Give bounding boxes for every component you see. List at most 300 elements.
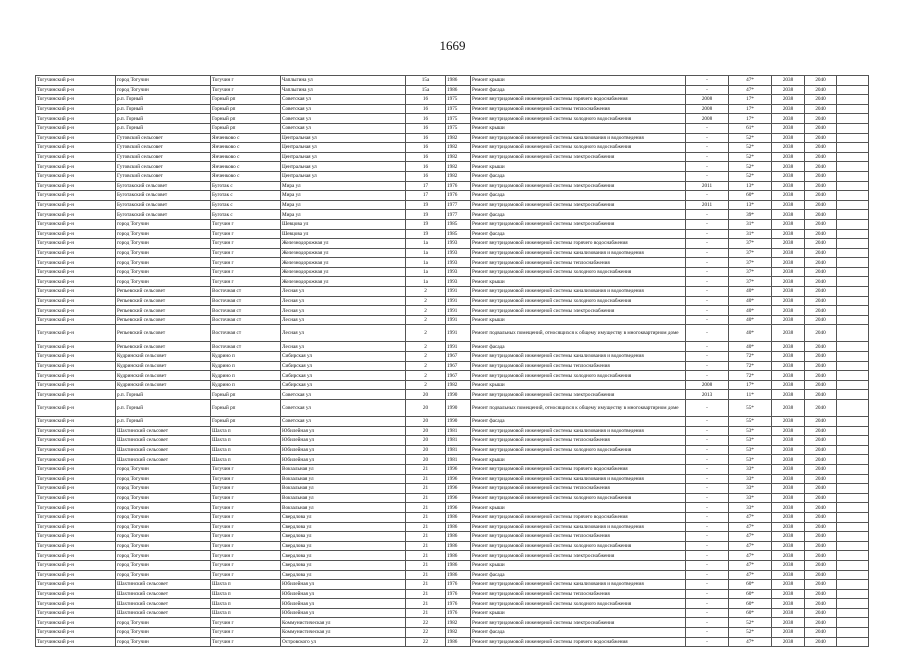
municipality-cell: р.п. Горный — [116, 400, 211, 417]
street-cell: Юбилейная ул — [281, 426, 406, 436]
table-row — [36, 342, 869, 352]
street-cell: Вокзальная ул — [281, 484, 406, 494]
blank-cell — [837, 400, 869, 417]
settlement-cell: Тогучин г — [211, 512, 281, 522]
plan-start-year-cell: 2038 — [772, 171, 805, 181]
street-cell: Сибирская ул — [281, 361, 406, 371]
plan-end-year-cell: 2040 — [805, 589, 837, 599]
street-cell: Свердлова ул — [281, 512, 406, 522]
last-repair-year-cell: - — [686, 371, 729, 381]
plan-start-year-cell: 2038 — [772, 296, 805, 306]
plan-end-year-cell: 2040 — [805, 315, 837, 325]
plan-end-year-cell: 2040 — [805, 628, 837, 638]
settlement-cell: Тогучин г — [211, 532, 281, 542]
settlement-cell: Шахта п — [211, 436, 281, 446]
district-cell: Тогучинский р-н — [36, 219, 116, 229]
settlement-cell: Буготак с — [211, 181, 281, 191]
plan-end-year-cell: 2040 — [805, 133, 837, 143]
table-row — [36, 277, 869, 287]
house-number-cell: 2 — [406, 342, 446, 352]
municipality-cell: Буготакский сельсовет — [116, 181, 211, 191]
wear-percent-cell: 61* — [729, 123, 772, 133]
plan-start-year-cell: 2038 — [772, 306, 805, 316]
year-built-cell: 1981 — [446, 445, 471, 455]
last-repair-year-cell: - — [686, 287, 729, 297]
work-type-cell: Ремонт внутридомовой инженерной системы электроснабжения — [471, 152, 686, 162]
work-type-cell: Ремонт внутридомовой инженерной системы канализования и водоотведения — [471, 287, 686, 297]
wear-percent-cell: 60* — [729, 191, 772, 201]
work-type-cell: Ремонт внутридомовой инженерной системы холодного водоснабжения — [471, 267, 686, 277]
district-cell: Тогучинский р-н — [36, 512, 116, 522]
plan-end-year-cell: 2040 — [805, 352, 837, 362]
year-built-cell: 1975 — [446, 123, 471, 133]
municipality-cell: Шахтинский сельсовет — [116, 436, 211, 446]
table-row — [36, 248, 869, 258]
street-cell: Вокзальная ул — [281, 493, 406, 503]
district-cell: Тогучинский р-н — [36, 306, 116, 316]
year-built-cell: 1986 — [446, 551, 471, 561]
municipality-cell: Буготакский сельсовет — [116, 200, 211, 210]
work-type-cell: Ремонт внутридомовой инженерной системы канализования и водоотведения — [471, 133, 686, 143]
last-repair-year-cell: - — [686, 210, 729, 220]
last-repair-year-cell: - — [686, 239, 729, 249]
house-number-cell: 16 — [406, 123, 446, 133]
district-cell: Тогучинский р-н — [36, 455, 116, 465]
plan-end-year-cell: 2040 — [805, 380, 837, 390]
table-row — [36, 532, 869, 542]
last-repair-year-cell: - — [686, 618, 729, 628]
year-built-cell: 1982 — [446, 618, 471, 628]
blank-cell — [837, 114, 869, 124]
work-type-cell: Ремонт фасада — [471, 570, 686, 580]
street-cell: Центральная ул — [281, 143, 406, 153]
table-row — [36, 637, 869, 647]
municipality-cell: Кудринский сельсовет — [116, 352, 211, 362]
municipality-cell: р.п. Горный — [116, 95, 211, 105]
plan-start-year-cell: 2038 — [772, 152, 805, 162]
district-cell: Тогучинский р-н — [36, 436, 116, 446]
plan-start-year-cell: 2038 — [772, 618, 805, 628]
street-cell: Центральная ул — [281, 171, 406, 181]
year-built-cell: 1975 — [446, 114, 471, 124]
work-type-cell: Ремонт фасада — [471, 210, 686, 220]
last-repair-year-cell: - — [686, 219, 729, 229]
settlement-cell: Кудрино п — [211, 380, 281, 390]
last-repair-year-cell: - — [686, 191, 729, 201]
plan-start-year-cell: 2038 — [772, 143, 805, 153]
district-cell: Тогучинский р-н — [36, 104, 116, 114]
street-cell: Шевцова ул — [281, 219, 406, 229]
wear-percent-cell: 11* — [729, 390, 772, 400]
work-type-cell: Ремонт крыши — [471, 608, 686, 618]
district-cell: Тогучинский р-н — [36, 541, 116, 551]
year-built-cell: 1982 — [446, 628, 471, 638]
settlement-cell: Тогучин г — [211, 258, 281, 268]
municipality-cell: Гутовский сельсовет — [116, 171, 211, 181]
table-row — [36, 315, 869, 325]
wear-percent-cell: 40* — [729, 296, 772, 306]
last-repair-year-cell: - — [686, 464, 729, 474]
street-cell: Юбилейная ул — [281, 436, 406, 446]
plan-start-year-cell: 2038 — [772, 239, 805, 249]
year-built-cell: 1996 — [446, 493, 471, 503]
municipality-cell: город Тогучин — [116, 618, 211, 628]
blank-cell — [837, 210, 869, 220]
plan-end-year-cell: 2040 — [805, 200, 837, 210]
plan-start-year-cell: 2038 — [772, 512, 805, 522]
table-row — [36, 445, 869, 455]
wear-percent-cell: 17* — [729, 380, 772, 390]
blank-cell — [837, 325, 869, 342]
plan-end-year-cell: 2040 — [805, 417, 837, 427]
blank-cell — [837, 181, 869, 191]
street-cell: Лесная ул — [281, 325, 406, 342]
wear-percent-cell: 40* — [729, 325, 772, 342]
district-cell: Тогучинский р-н — [36, 522, 116, 532]
plan-start-year-cell: 2038 — [772, 580, 805, 590]
settlement-cell: Янченково с — [211, 143, 281, 153]
plan-end-year-cell: 2040 — [805, 445, 837, 455]
year-built-cell: 1993 — [446, 258, 471, 268]
house-number-cell: 1а — [406, 248, 446, 258]
blank-cell — [837, 219, 869, 229]
wear-percent-cell: 37* — [729, 248, 772, 258]
plan-start-year-cell: 2038 — [772, 219, 805, 229]
plan-end-year-cell: 2040 — [805, 455, 837, 465]
municipality-cell: город Тогучин — [116, 532, 211, 542]
plan-end-year-cell: 2040 — [805, 522, 837, 532]
street-cell: Советская ул — [281, 95, 406, 105]
street-cell: Железнодорожная ул — [281, 248, 406, 258]
table-row — [36, 400, 869, 417]
settlement-cell: Кудрино п — [211, 361, 281, 371]
plan-start-year-cell: 2038 — [772, 560, 805, 570]
table-row — [36, 306, 869, 316]
house-number-cell: 21 — [406, 532, 446, 542]
blank-cell — [837, 85, 869, 95]
house-number-cell: 21 — [406, 541, 446, 551]
last-repair-year-cell: - — [686, 637, 729, 647]
year-built-cell: 1993 — [446, 267, 471, 277]
street-cell: Лесная ул — [281, 306, 406, 316]
plan-start-year-cell: 2038 — [772, 191, 805, 201]
blank-cell — [837, 589, 869, 599]
municipality-cell: Репьевский сельсовет — [116, 296, 211, 306]
table-row — [36, 380, 869, 390]
work-type-cell: Ремонт фасада — [471, 417, 686, 427]
district-cell: Тогучинский р-н — [36, 152, 116, 162]
plan-end-year-cell: 2040 — [805, 248, 837, 258]
wear-percent-cell: 33* — [729, 493, 772, 503]
district-cell: Тогучинский р-н — [36, 560, 116, 570]
table-row — [36, 436, 869, 446]
district-cell: Тогучинский р-н — [36, 570, 116, 580]
plan-start-year-cell: 2038 — [772, 532, 805, 542]
district-cell: Тогучинский р-н — [36, 191, 116, 201]
street-cell: Островского ул — [281, 637, 406, 647]
house-number-cell: 21 — [406, 589, 446, 599]
plan-end-year-cell: 2040 — [805, 306, 837, 316]
blank-cell — [837, 541, 869, 551]
plan-end-year-cell: 2040 — [805, 219, 837, 229]
table-row — [36, 580, 869, 590]
municipality-cell: город Тогучин — [116, 219, 211, 229]
work-type-cell: Ремонт внутридомовой инженерной системы холодного водоснабжения — [471, 371, 686, 381]
district-cell: Тогучинский р-н — [36, 114, 116, 124]
district-cell: Тогучинский р-н — [36, 551, 116, 561]
blank-cell — [837, 493, 869, 503]
district-cell: Тогучинский р-н — [36, 258, 116, 268]
district-cell: Тогучинский р-н — [36, 210, 116, 220]
year-built-cell: 1977 — [446, 210, 471, 220]
settlement-cell: Восточная ст — [211, 287, 281, 297]
plan-start-year-cell: 2038 — [772, 417, 805, 427]
table-row — [36, 361, 869, 371]
house-number-cell: 21 — [406, 599, 446, 609]
settlement-cell: Восточная ст — [211, 315, 281, 325]
year-built-cell: 1981 — [446, 455, 471, 465]
year-built-cell: 1976 — [446, 589, 471, 599]
wear-percent-cell: 72* — [729, 371, 772, 381]
wear-percent-cell: 60* — [729, 589, 772, 599]
blank-cell — [837, 484, 869, 494]
year-built-cell: 1967 — [446, 361, 471, 371]
street-cell: Коммунистическая ул — [281, 628, 406, 638]
plan-end-year-cell: 2040 — [805, 258, 837, 268]
table-row — [36, 267, 869, 277]
blank-cell — [837, 287, 869, 297]
blank-cell — [837, 417, 869, 427]
year-built-cell: 1996 — [446, 464, 471, 474]
plan-start-year-cell: 2038 — [772, 287, 805, 297]
district-cell: Тогучинский р-н — [36, 352, 116, 362]
district-cell: Тогучинский р-н — [36, 532, 116, 542]
district-cell: Тогучинский р-н — [36, 277, 116, 287]
wear-percent-cell: 52* — [729, 143, 772, 153]
plan-end-year-cell: 2040 — [805, 618, 837, 628]
municipality-cell: Шахтинский сельсовет — [116, 426, 211, 436]
wear-percent-cell: 37* — [729, 267, 772, 277]
wear-percent-cell: 72* — [729, 352, 772, 362]
plan-end-year-cell: 2040 — [805, 551, 837, 561]
street-cell: Мира ул — [281, 210, 406, 220]
year-built-cell: 1986 — [446, 85, 471, 95]
blank-cell — [837, 455, 869, 465]
work-type-cell: Ремонт внутридомовой инженерной системы холодного водоснабжения — [471, 114, 686, 124]
last-repair-year-cell: 2011 — [686, 200, 729, 210]
table-row — [36, 570, 869, 580]
house-number-cell: 16 — [406, 114, 446, 124]
wear-percent-cell: 52* — [729, 152, 772, 162]
year-built-cell: 1982 — [446, 171, 471, 181]
blank-cell — [837, 371, 869, 381]
year-built-cell: 1976 — [446, 599, 471, 609]
last-repair-year-cell: - — [686, 361, 729, 371]
district-cell: Тогучинский р-н — [36, 464, 116, 474]
plan-start-year-cell: 2038 — [772, 628, 805, 638]
settlement-cell: Тогучин г — [211, 551, 281, 561]
district-cell: Тогучинский р-н — [36, 400, 116, 417]
blank-cell — [837, 474, 869, 484]
district-cell: Тогучинский р-н — [36, 133, 116, 143]
blank-cell — [837, 599, 869, 609]
last-repair-year-cell: - — [686, 541, 729, 551]
work-type-cell: Ремонт внутридомовой инженерной системы горячего водоснабжения — [471, 637, 686, 647]
settlement-cell: Тогучин г — [211, 560, 281, 570]
wear-percent-cell: 47* — [729, 551, 772, 561]
house-number-cell: 20 — [406, 436, 446, 446]
district-cell: Тогучинский р-н — [36, 637, 116, 647]
work-type-cell: Ремонт крыши — [471, 455, 686, 465]
last-repair-year-cell: - — [686, 248, 729, 258]
table-row — [36, 560, 869, 570]
table-row — [36, 474, 869, 484]
plan-start-year-cell: 2038 — [772, 436, 805, 446]
blank-cell — [837, 551, 869, 561]
district-cell: Тогучинский р-н — [36, 589, 116, 599]
table-row — [36, 522, 869, 532]
house-number-cell: 21 — [406, 560, 446, 570]
last-repair-year-cell: - — [686, 229, 729, 239]
settlement-cell: Янченково с — [211, 133, 281, 143]
year-built-cell: 1976 — [446, 580, 471, 590]
street-cell: Центральная ул — [281, 133, 406, 143]
plan-end-year-cell: 2040 — [805, 637, 837, 647]
table-row — [36, 152, 869, 162]
last-repair-year-cell: - — [686, 296, 729, 306]
plan-start-year-cell: 2038 — [772, 599, 805, 609]
street-cell: Железнодорожная ул — [281, 258, 406, 268]
district-cell: Тогучинский р-н — [36, 76, 116, 86]
settlement-cell: Тогучин г — [211, 484, 281, 494]
district-cell: Тогучинский р-н — [36, 95, 116, 105]
last-repair-year-cell: - — [686, 325, 729, 342]
plan-end-year-cell: 2040 — [805, 503, 837, 513]
table-row — [36, 371, 869, 381]
blank-cell — [837, 628, 869, 638]
year-built-cell: 1986 — [446, 570, 471, 580]
blank-cell — [837, 104, 869, 114]
street-cell: Юбилейная ул — [281, 445, 406, 455]
municipality-cell: город Тогучин — [116, 570, 211, 580]
work-type-cell: Ремонт внутридомовой инженерной системы электроснабжения — [471, 390, 686, 400]
municipality-cell: город Тогучин — [116, 512, 211, 522]
municipality-cell: Шахтинский сельсовет — [116, 455, 211, 465]
blank-cell — [837, 464, 869, 474]
wear-percent-cell: 52* — [729, 133, 772, 143]
last-repair-year-cell: - — [686, 570, 729, 580]
table-row — [36, 143, 869, 153]
work-type-cell: Ремонт фасада — [471, 191, 686, 201]
municipality-cell: Шахтинский сельсовет — [116, 599, 211, 609]
year-built-cell: 1991 — [446, 306, 471, 316]
blank-cell — [837, 296, 869, 306]
plan-start-year-cell: 2038 — [772, 162, 805, 172]
year-built-cell: 1982 — [446, 152, 471, 162]
table-row — [36, 239, 869, 249]
house-number-cell: 21 — [406, 484, 446, 494]
table-row — [36, 296, 869, 306]
plan-end-year-cell: 2040 — [805, 580, 837, 590]
settlement-cell: Тогучин г — [211, 522, 281, 532]
plan-end-year-cell: 2040 — [805, 560, 837, 570]
house-number-cell: 20 — [406, 400, 446, 417]
street-cell: Чаплыгина ул — [281, 85, 406, 95]
year-built-cell: 1982 — [446, 380, 471, 390]
wear-percent-cell: 17* — [729, 95, 772, 105]
last-repair-year-cell: 2013 — [686, 390, 729, 400]
work-type-cell: Ремонт крыши — [471, 123, 686, 133]
house-number-cell: 2 — [406, 315, 446, 325]
municipality-cell: город Тогучин — [116, 541, 211, 551]
house-number-cell: 22 — [406, 618, 446, 628]
table-row — [36, 210, 869, 220]
last-repair-year-cell: 2011 — [686, 181, 729, 191]
district-cell: Тогучинский р-н — [36, 325, 116, 342]
plan-start-year-cell: 2038 — [772, 95, 805, 105]
plan-end-year-cell: 2040 — [805, 162, 837, 172]
settlement-cell: Горный рп — [211, 390, 281, 400]
work-type-cell: Ремонт подвальных помещений, относящихся к общему имуществу в многоквартирном доме — [471, 400, 686, 417]
house-number-cell: 20 — [406, 417, 446, 427]
plan-end-year-cell: 2040 — [805, 325, 837, 342]
wear-percent-cell: 53* — [729, 445, 772, 455]
plan-end-year-cell: 2040 — [805, 464, 837, 474]
plan-start-year-cell: 2038 — [772, 200, 805, 210]
municipality-cell: город Тогучин — [116, 522, 211, 532]
last-repair-year-cell: - — [686, 306, 729, 316]
settlement-cell: Кудрино п — [211, 352, 281, 362]
street-cell: Шевцова ул — [281, 229, 406, 239]
last-repair-year-cell: - — [686, 171, 729, 181]
municipality-cell: Кудринский сельсовет — [116, 371, 211, 381]
settlement-cell: Тогучин г — [211, 239, 281, 249]
municipality-cell: Буготакский сельсовет — [116, 191, 211, 201]
year-built-cell: 1975 — [446, 104, 471, 114]
work-type-cell: Ремонт крыши — [471, 560, 686, 570]
wear-percent-cell: 40* — [729, 342, 772, 352]
plan-end-year-cell: 2040 — [805, 85, 837, 95]
settlement-cell: Тогучин г — [211, 277, 281, 287]
table-row — [36, 181, 869, 191]
municipality-cell: город Тогучин — [116, 637, 211, 647]
plan-start-year-cell: 2038 — [772, 522, 805, 532]
work-type-cell: Ремонт внутридомовой инженерной системы канализования и водоотведения — [471, 474, 686, 484]
district-cell: Тогучинский р-н — [36, 474, 116, 484]
plan-start-year-cell: 2038 — [772, 258, 805, 268]
street-cell: Лесная ул — [281, 287, 406, 297]
plan-end-year-cell: 2040 — [805, 181, 837, 191]
house-number-cell: 22 — [406, 637, 446, 647]
wear-percent-cell: 47* — [729, 512, 772, 522]
street-cell: Вокзальная ул — [281, 474, 406, 484]
plan-start-year-cell: 2038 — [772, 104, 805, 114]
last-repair-year-cell: - — [686, 445, 729, 455]
municipality-cell: Репьевский сельсовет — [116, 315, 211, 325]
wear-percent-cell: 72* — [729, 361, 772, 371]
house-number-cell: 16 — [406, 104, 446, 114]
settlement-cell: Янченково с — [211, 171, 281, 181]
blank-cell — [837, 200, 869, 210]
year-built-cell: 1976 — [446, 608, 471, 618]
street-cell: Свердлова ул — [281, 532, 406, 542]
year-built-cell: 1990 — [446, 390, 471, 400]
house-number-cell: 21 — [406, 570, 446, 580]
municipality-cell: город Тогучин — [116, 560, 211, 570]
blank-cell — [837, 306, 869, 316]
year-built-cell: 1986 — [446, 541, 471, 551]
year-built-cell: 1993 — [446, 277, 471, 287]
